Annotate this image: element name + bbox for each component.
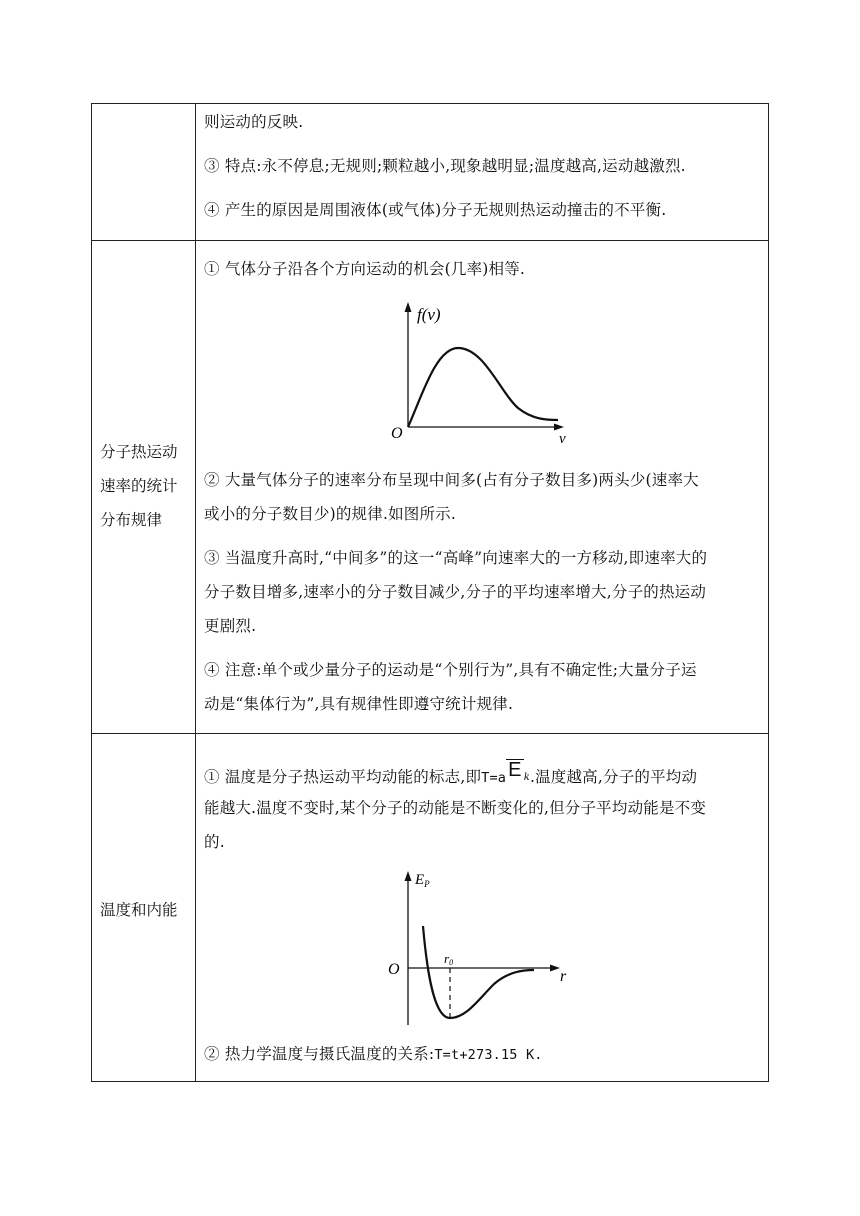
- table-border-right: [768, 103, 769, 1082]
- row1-line-1: 则运动的反映.: [204, 113, 304, 131]
- row2-label-line-1: 分子热运动: [100, 443, 178, 461]
- row2-paragraph-2-line-1: ② 大量气体分子的速率分布呈现中间多(占有分子数目多)两头少(速率大: [204, 471, 699, 489]
- potential-energy-graph: [384, 862, 580, 1030]
- graph2-y-label-sub: P: [424, 879, 430, 889]
- graph2-x-label: r: [560, 968, 567, 985]
- graph2-y-label: [414, 872, 430, 889]
- row3-p2-prefix: ② 热力学温度与摄氏温度的关系:: [204, 1045, 435, 1063]
- row3-p1-prefix: ① 温度是分子热运动平均动能的标志,即: [204, 768, 482, 786]
- row2-label-line-3: 分布规律: [100, 511, 163, 529]
- potential-energy-curve: [423, 926, 534, 1018]
- row2-paragraph-3-line-3: 更剧烈.: [204, 617, 257, 635]
- row2-label-line-2: 速率的统计: [100, 477, 178, 495]
- graph2-origin-label: O: [388, 961, 400, 978]
- graph2-x-arrow: [550, 965, 560, 972]
- row3-paragraph-1-line-2: 能越大.温度不变时,某个分子的动能是不断变化的,但分子平均动能是不变: [204, 799, 707, 817]
- row2-paragraph-4-line-1: ④ 注意:单个或少量分子的运动是“个别行为”,具有不确定性;大量分子运: [204, 661, 697, 679]
- column-divider: [195, 103, 196, 1082]
- graph2-r0-main: r: [444, 951, 450, 966]
- row2-paragraph-3-line-1: ③ 当温度升高时,“中间多”的这一“高峰”向速率大的一方移动,即速率大的: [204, 549, 708, 567]
- graph1-origin-label: O: [391, 425, 403, 442]
- graph2-r0-label: [444, 951, 453, 967]
- row3-p1-suffix: .温度越高,分子的平均动: [529, 768, 698, 786]
- table-border-top: [91, 103, 769, 104]
- row3-label: 温度和内能: [100, 901, 178, 919]
- row3-paragraph-2: [204, 1045, 543, 1064]
- graph1-y-arrow: [405, 302, 412, 312]
- formula-subscript-k: k: [523, 772, 530, 783]
- graph1-y-label: f(v): [417, 305, 441, 324]
- graph2-y-arrow: [405, 871, 412, 881]
- row2-paragraph-4-line-2: 动是“集体行为”,具有规律性即遵守统计规律.: [204, 695, 514, 713]
- row-divider-2: [91, 733, 769, 734]
- row3-paragraph-1-line-1: [204, 759, 698, 789]
- formula-kelvin-conversion: T=t+273.15 K.: [434, 1047, 543, 1063]
- graph1-x-label: v: [559, 431, 566, 447]
- formula-mean-kinetic-energy: E: [508, 759, 522, 781]
- formula-t-equals-a: T=a: [481, 770, 507, 786]
- distribution-curve: [408, 348, 558, 427]
- row2-paragraph-3-line-2: 分子数目增多,速率小的分子数目减少,分子的平均速率增大,分子的热运动: [204, 583, 707, 601]
- speed-distribution-graph: [388, 296, 578, 452]
- table-border-left: [91, 103, 92, 1082]
- graph2-y-label-main: E: [415, 872, 425, 888]
- graph2-r0-sub: 0: [449, 958, 454, 967]
- row3-paragraph-1-line-3: 的.: [204, 833, 225, 851]
- row2-paragraph-1: ① 气体分子沿各个方向运动的机会(几率)相等.: [204, 260, 526, 278]
- row1-line-2: ③ 特点:永不停息;无规则;颗粒越小,现象越明显;温度越高,运动越激烈.: [204, 157, 686, 175]
- row1-line-3: ④ 产生的原因是周围液体(或气体)分子无规则热运动撞击的不平衡.: [204, 201, 667, 219]
- row2-paragraph-2-line-2: 或小的分子数目少)的规律.如图所示.: [204, 505, 457, 523]
- graph1-x-arrow: [554, 424, 564, 431]
- row-divider-1: [91, 240, 769, 241]
- table-border-bottom: [91, 1081, 769, 1082]
